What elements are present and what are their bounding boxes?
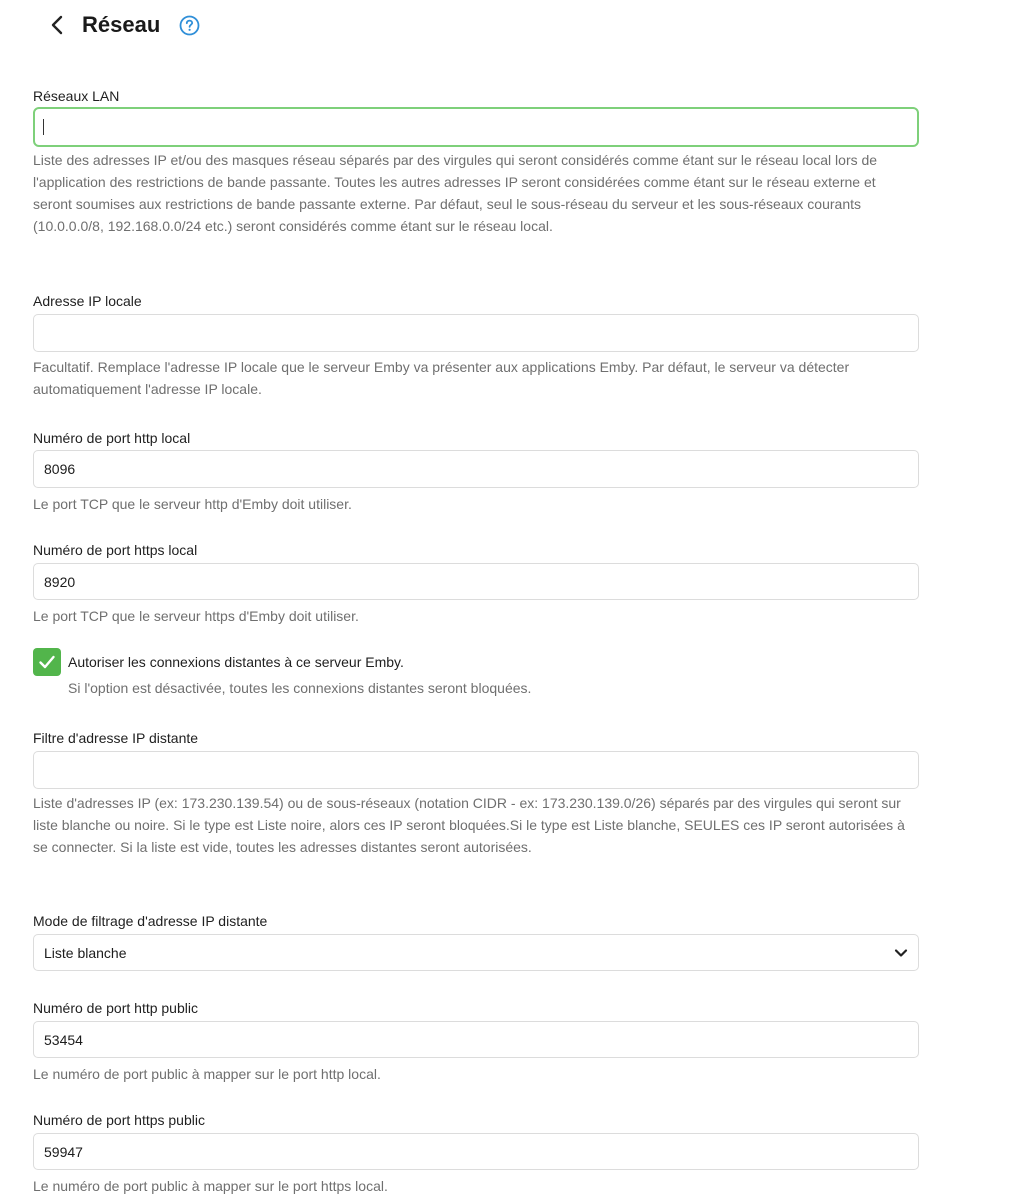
lan-networks-label: Réseaux LAN — [33, 88, 120, 104]
local-ip-help: Facultatif. Remplace l'adresse IP locale que le serveur Emby va présenter aux applications Emby. Par défaut, le serveur va détecter automatiquement l'adresse IP locale. — [33, 359, 850, 397]
local-ip-label: Adresse IP locale — [33, 293, 142, 309]
remote-access-label[interactable]: Autoriser les connexions distantes à ce serveur Emby. — [68, 654, 404, 670]
remote-ip-filter-help: Liste d'adresses IP (ex: 173.230.139.54) ou de sous-réseaux (notation CIDR - ex: 173.230.139.0/26) séparés par des virgules qui seront sur liste blanche ou noire. Si le type est Liste noire, alors ces IP seront bloquées.Si le type est Liste blanche, SEULES ces IP seront autorisées à se connecter. Si la liste est vide, toutes les adresses distantes seront autorisées. — [33, 795, 905, 855]
remote-access-help: Si l'option est désactivée, toutes les connexions distantes seront bloquées. — [68, 680, 532, 696]
page-header — [44, 8, 200, 42]
local-http-port-help: Le port TCP que le serveur http d'Emby doit utiliser. — [33, 496, 352, 512]
remote-ip-filter-label: Filtre d'adresse IP distante — [33, 730, 199, 746]
local-https-port-help: Le port TCP que le serveur https d'Emby doit utiliser. — [33, 608, 359, 624]
page-title: Réseau — [82, 12, 161, 37]
local-ip-input[interactable] — [33, 314, 919, 352]
local-https-port-input[interactable] — [33, 563, 919, 600]
text-caret — [43, 119, 44, 135]
back-button[interactable] — [44, 12, 70, 38]
remote-ip-filter-input[interactable] — [33, 751, 919, 789]
lan-networks-input[interactable] — [33, 107, 919, 147]
local-http-port-input[interactable] — [33, 450, 919, 488]
help-circle-icon — [179, 15, 200, 36]
public-http-port-label: Numéro de port http public — [33, 1000, 198, 1016]
public-https-port-help: Le numéro de port public à mapper sur le port https local. — [33, 1178, 388, 1194]
lan-networks-help: Liste des adresses IP et/ou des masques réseau séparés par des virgules qui seront considérés comme étant sur le réseau local lors de l'application des restrictions de bande passante. Toutes les autres adresses IP seront considérées comme étant sur le réseau externe et seront soumises aux restrictions de bande passante externe. Par défaut, seul le sous-réseau du serveur et les sous-réseaux courants (10.0.0.0/8, 192.168.0.0/24 etc.) seront considérés comme étant sur le réseau local. — [33, 152, 878, 234]
help-button[interactable] — [178, 14, 200, 36]
checkmark-icon — [38, 653, 56, 671]
remote-ip-filter-mode-label: Mode de filtrage d'adresse IP distante — [33, 913, 268, 929]
remote-ip-filter-mode-select[interactable] — [33, 934, 919, 971]
public-https-port-input[interactable] — [33, 1133, 919, 1170]
chevron-down-icon — [894, 948, 908, 958]
public-http-port-help: Le numéro de port public à mapper sur le port http local. — [33, 1066, 381, 1082]
chevron-left-icon — [50, 14, 64, 36]
select-value: Liste blanche — [44, 944, 127, 961]
public-http-port-input[interactable] — [33, 1021, 919, 1058]
local-http-port-label: Numéro de port http local — [33, 430, 191, 446]
remote-access-checkbox[interactable] — [33, 648, 61, 676]
local-https-port-label: Numéro de port https local — [33, 542, 198, 558]
public-https-port-label: Numéro de port https public — [33, 1112, 205, 1128]
